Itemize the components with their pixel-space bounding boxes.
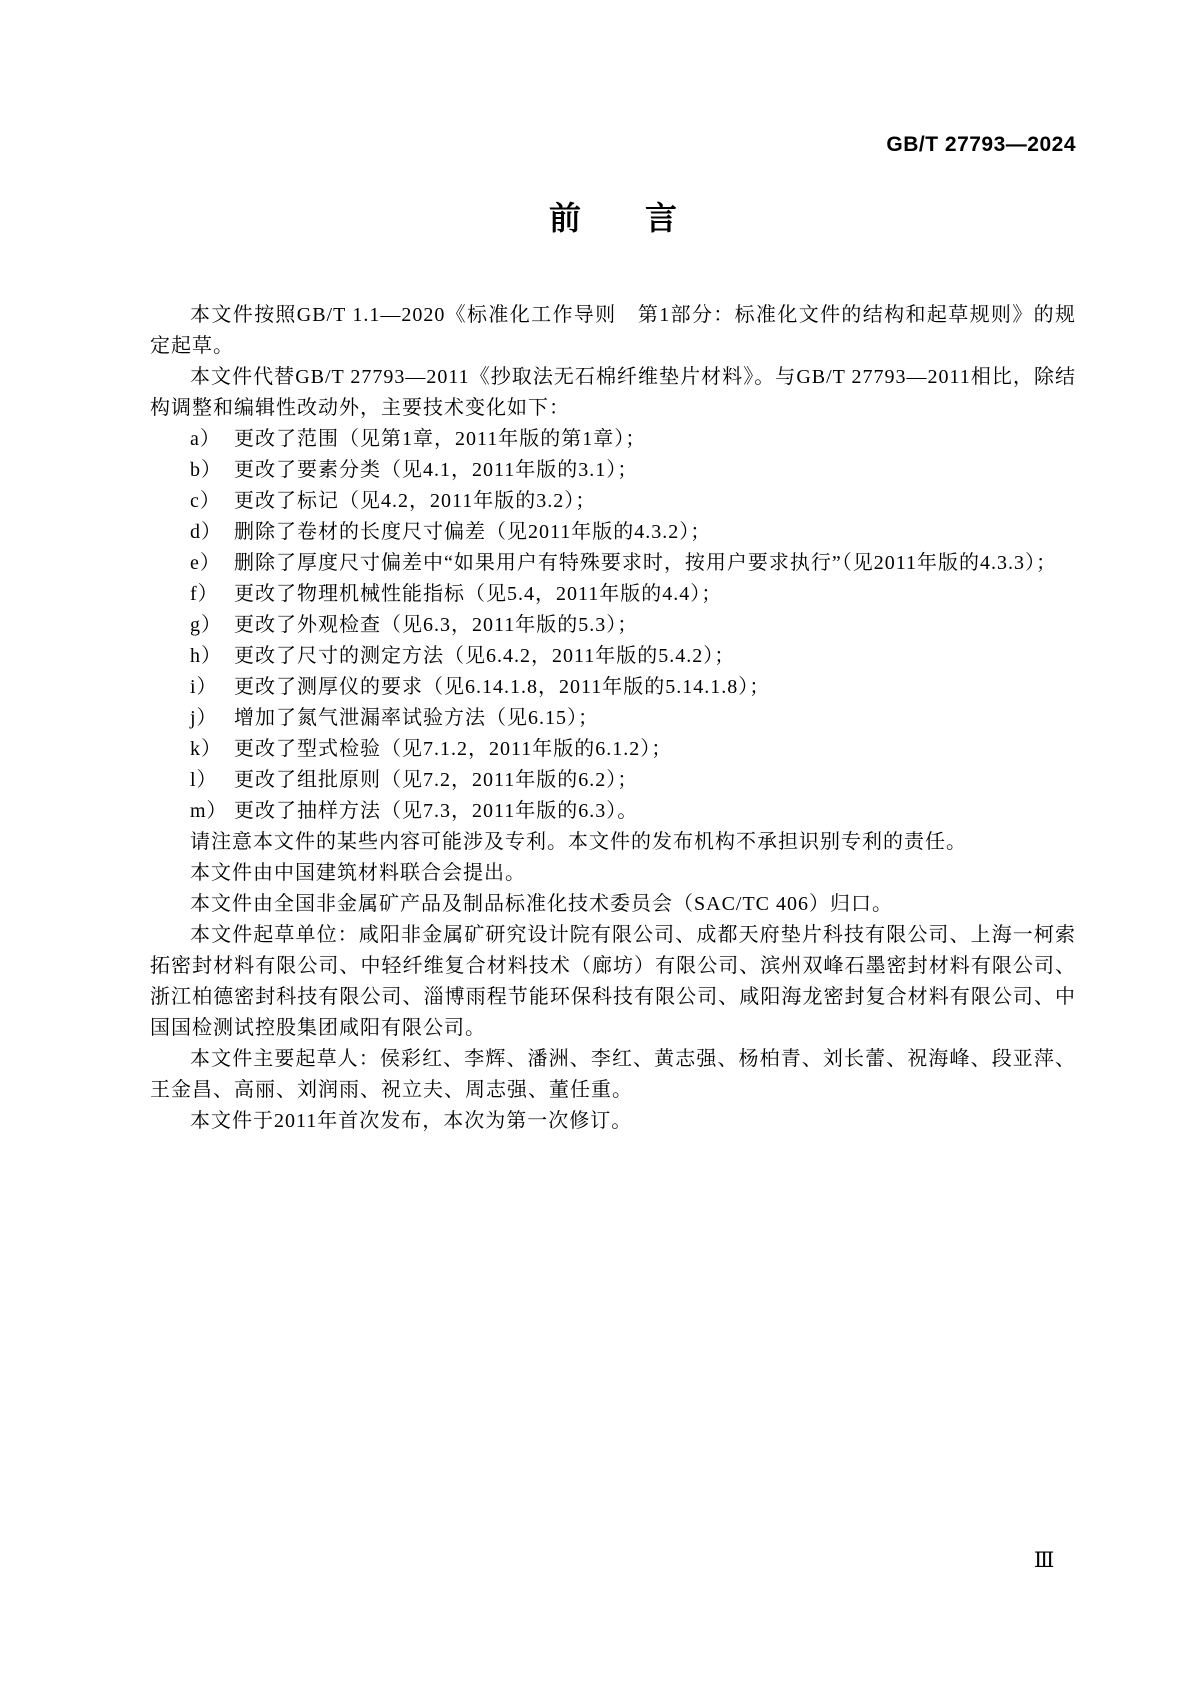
list-item (150, 703, 1076, 734)
proposer-paragraph: 本文件由中国建筑材料联合会提出。 (190, 862, 526, 884)
list-item (150, 455, 1076, 486)
list-item-label: e） (190, 552, 221, 574)
list-item-label: m） (190, 800, 228, 822)
document-body (150, 300, 1076, 1137)
list-item-text: 更改了标记（见4.2，2011年版的3.2）； (234, 490, 597, 512)
list-item-text: 更改了测厚仪的要求（见6.14.1.8，2011年版的5.14.1.8）； (234, 676, 771, 698)
list-item-text: 更改了抽样方法（见7.3，2011年版的6.3）。 (234, 800, 639, 822)
list-item-text: 更改了组批原则（见7.2，2011年版的6.2）； (234, 769, 639, 791)
list-item-label: b） (190, 459, 222, 481)
list-item-label: f） (190, 583, 219, 605)
page-number: Ⅲ (1034, 1548, 1055, 1572)
drafters-paragraph: 本文件主要起草人：侯彩红、李辉、潘洲、李红、黄志强、杨柏青、刘长蕾、祝海峰、段亚萍、王金昌、高丽、刘润雨、祝立夫、周志强、董任重。 (150, 1048, 1076, 1101)
intro-paragraph-replacement: 本文件代替GB/T 27793—2011《抄取法无石棉纤维垫片材料》。与GB/T 27793—2011相比，除结构调整和编辑性改动外，主要技术变化如下： (150, 366, 1076, 419)
list-item-label: k） (190, 738, 222, 760)
list-item (150, 796, 1076, 827)
list-item (150, 734, 1076, 765)
standard-code-header: GB/T 27793—2024 (886, 133, 1076, 156)
list-item-label: h） (190, 645, 222, 667)
list-item-label: g） (190, 614, 222, 636)
list-item (150, 765, 1076, 796)
list-item-text: 更改了外观检查（见6.3，2011年版的5.3）； (234, 614, 639, 636)
list-item (150, 672, 1076, 703)
list-item-text: 更改了尺寸的测定方法（见6.4.2，2011年版的5.4.2）； (234, 645, 736, 667)
list-item-label: i） (190, 676, 218, 698)
list-item (150, 610, 1076, 641)
list-item (150, 579, 1076, 610)
list-item-text: 更改了范围（见第1章，2011年版的第1章）； (234, 428, 647, 450)
technical-changes-list (150, 424, 1076, 827)
patent-notice-paragraph: 请注意本文件的某些内容可能涉及专利。本文件的发布机构不承担识别专利的责任。 (190, 831, 967, 853)
list-item-text: 更改了要素分类（见4.1，2011年版的3.1）； (234, 459, 639, 481)
list-item (150, 486, 1076, 517)
list-item (150, 641, 1076, 672)
page-title: 前 言 (548, 200, 677, 236)
drafting-units-paragraph: 本文件起草单位：咸阳非金属矿研究设计院有限公司、成都天府垫片科技有限公司、上海一柯索拓密封材料有限公司、中轻纤维复合材料技术（廊坊）有限公司、滨州双峰石墨密封材料有限公司、浙江柏德密封科技有限公司、淄博雨程节能环保科技有限公司、咸阳海龙密封复合材料有限公司、中国国检测试控股集团咸阳有限公司。 (150, 924, 1076, 1039)
list-item (150, 424, 1076, 455)
list-item (150, 548, 1076, 579)
list-item-label: l） (190, 769, 218, 791)
list-item-text: 更改了物理机械性能指标（见5.4，2011年版的4.4）； (234, 583, 723, 605)
list-item-text: 删除了卷材的长度尺寸偏差（见2011年版的4.3.2）； (234, 521, 712, 543)
list-item-label: d） (190, 521, 222, 543)
list-item-text: 删除了厚度尺寸偏差中“如果用户有特殊要求时，按用户要求执行”（见2011年版的4.3.3）； (234, 552, 1058, 574)
list-item-text: 更改了型式检验（见7.1.2，2011年版的6.1.2）； (234, 738, 673, 760)
list-item (150, 517, 1076, 548)
list-item-label: j） (190, 707, 218, 729)
list-item-label: c） (190, 490, 221, 512)
intro-paragraph-basis: 本文件按照GB/T 1.1—2020《标准化工作导则 第1部分：标准化文件的结构和起草规则》的规定起草。 (150, 304, 1076, 357)
list-item-label: a） (190, 428, 221, 450)
history-paragraph: 本文件于2011年首次发布，本次为第一次修订。 (190, 1110, 633, 1132)
list-item-text: 增加了氮气泄漏率试验方法（见6.15）； (234, 707, 599, 729)
committee-paragraph: 本文件由全国非金属矿产品及制品标准化技术委员会（SAC/TC 406）归口。 (190, 893, 894, 915)
